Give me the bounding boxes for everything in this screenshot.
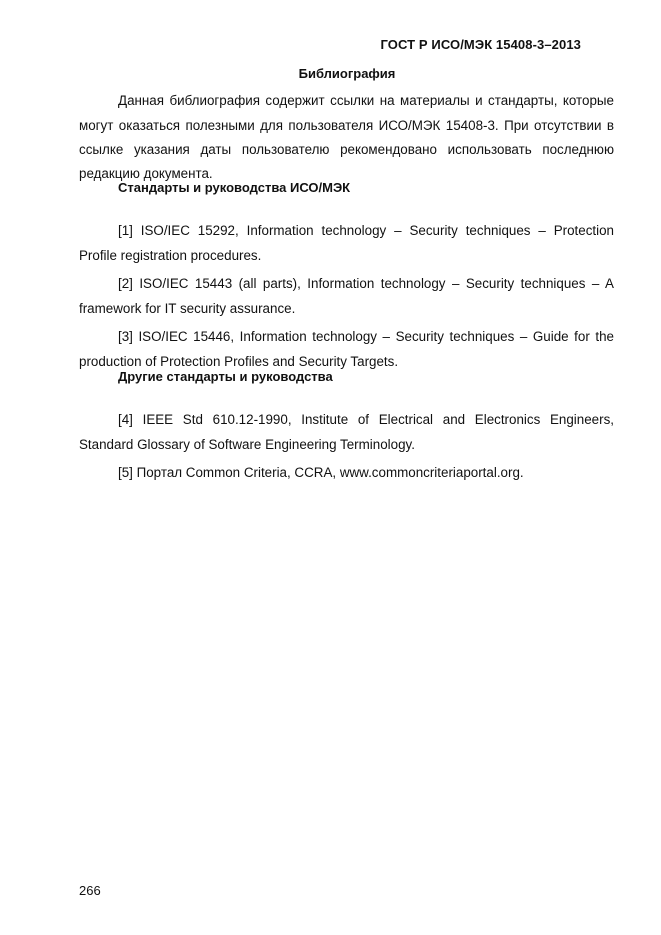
reference-item: [2] ISO/IEC 15443 (all parts), Information technology – Security techniques – A framework for IT security assurance. <box>79 276 614 316</box>
bibliography-title: Библиография <box>298 66 396 81</box>
reference-item: [1] ISO/IEC 15292, Information technology – Security techniques – Protection Profile registration procedures. <box>79 223 614 263</box>
page-number: 266 <box>79 883 101 898</box>
document-header: ГОСТ Р ИСО/МЭК 15408-3–2013 <box>380 37 581 52</box>
section-heading-other-standards: Другие стандарты и руководства <box>118 369 333 384</box>
reference-item: [3] ISO/IEC 15446, Information technology – Security techniques – Guide for the production of Protection Profiles and Security Targets. <box>79 329 614 369</box>
section-heading-iso-iec: Стандарты и руководства ИСО/МЭК <box>118 180 351 195</box>
reference-item: [5] Портал Common Criteria, CCRA, www.commoncriteriaportal.org. <box>118 465 524 481</box>
intro-paragraph: Данная библиография содержит ссылки на материалы и стандарты, которые могут оказаться полезными для пользователя ИСО/МЭК 15408-3. При отсутствии в ссылке указания даты пользователю рекомендовано использовать последнюю редакцию документа. <box>79 93 614 182</box>
reference-item: [4] IEEE Std 610.12-1990, Institute of Electrical and Electronics Engineers, Standard Glossary of Software Engineering Terminology. <box>79 412 614 452</box>
